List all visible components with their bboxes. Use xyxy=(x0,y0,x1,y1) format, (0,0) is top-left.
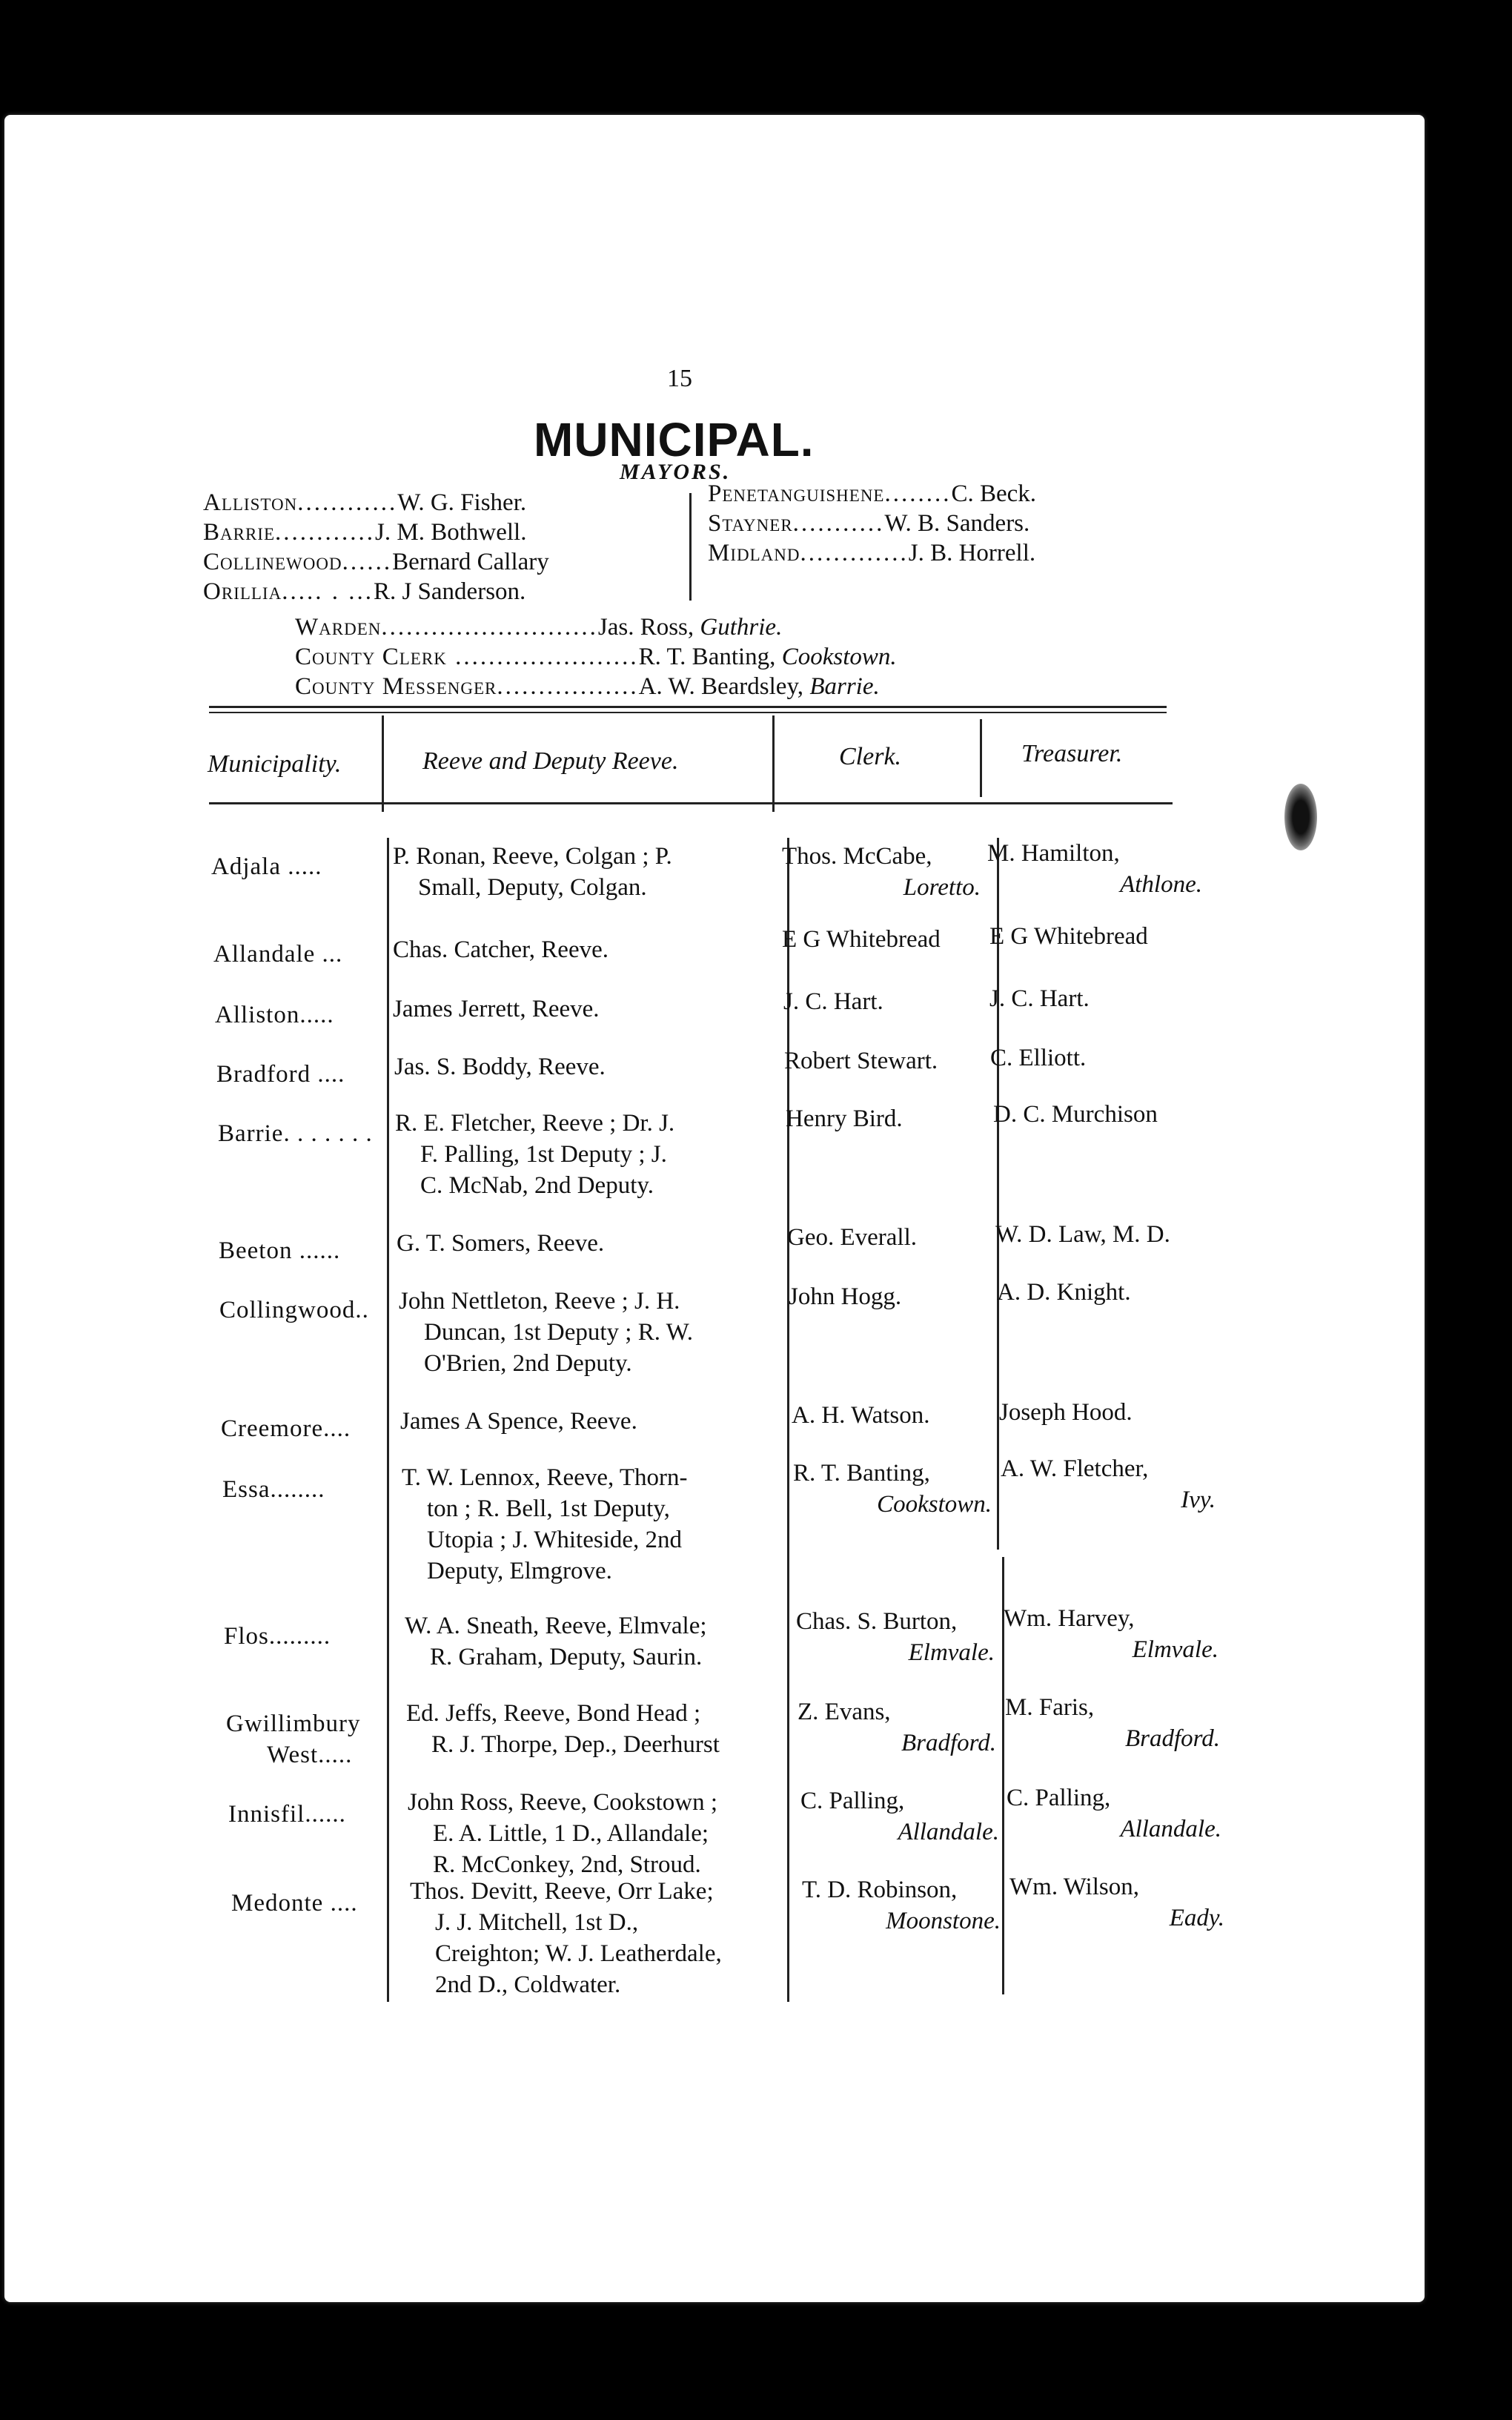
officer-place: Guthrie. xyxy=(700,614,783,641)
table-row-treasurer: Wm. Wilson, Eady. xyxy=(1009,1874,1224,1931)
table-row-reeve: Thos. Devitt, Reeve, Orr Lake; J. J. Mitchell, 1st D., Creighton; W. J. Leatherdale, 2nd D., Coldwater. xyxy=(410,1878,722,1998)
table-row-treasurer: C. Palling, Allandale. xyxy=(1007,1785,1221,1842)
officer-name: Jas. Ross, xyxy=(597,614,694,641)
table-row-reeve: P. Ronan, Reeve, Colgan ; P. Small, Deputy, Colgan. xyxy=(393,843,672,901)
table-row-municipality: Collingwood.. xyxy=(219,1297,369,1323)
table-row-clerk: R. T. Banting, Cookstown. xyxy=(793,1460,992,1518)
mayor-entry: Alliston ............ W. G. Fisher. xyxy=(203,489,527,516)
column-header-treasurer: Treasurer. xyxy=(1021,740,1123,767)
mayor-name: Bernard Callary xyxy=(392,549,549,575)
table-rule-header xyxy=(209,802,1173,804)
mayor-entry: Midland ............. J. B. Horrell. xyxy=(708,540,1036,566)
table-row-reeve: Chas. Catcher, Reeve. xyxy=(393,936,609,963)
officer-entry: County Clerk ......................R. T. Banting, Cookstown. xyxy=(295,644,897,670)
mayor-entry: Barrie ............ J. M. Bothwell. xyxy=(203,519,527,546)
mayor-name: W. G. Fisher. xyxy=(397,489,527,516)
table-row-treasurer: Wm. Harvey, Elmvale. xyxy=(1004,1605,1218,1663)
table-row-treasurer: Joseph Hood. xyxy=(999,1399,1133,1426)
table-row-clerk: A. H. Watson. xyxy=(792,1402,930,1429)
table-row-municipality: Innisfil...... xyxy=(228,1801,346,1828)
mayor-place: Collinewood xyxy=(203,549,342,575)
table-row-treasurer: A. D. Knight. xyxy=(997,1279,1131,1306)
table-row-municipality: Medonte .... xyxy=(231,1890,358,1917)
officer-entry: Warden..........................Jas. Ross, Guthrie. xyxy=(295,614,783,641)
table-row-reeve: W. A. Sneath, Reeve, Elmvale; R. Graham, Deputy, Saurin. xyxy=(405,1613,707,1670)
mayor-name: C. Beck. xyxy=(951,480,1037,507)
table-row-municipality: Flos......... xyxy=(224,1623,331,1650)
table-row-municipality: Beeton ...... xyxy=(219,1237,341,1264)
table-row-reeve: T. W. Lennox, Reeve, Thorn- ton ; R. Bell, 1st Deputy, Utopia ; J. Whiteside, 2nd Deputy, Elmgrove. xyxy=(402,1464,688,1584)
table-row-treasurer: C. Elliott. xyxy=(990,1045,1087,1071)
mayor-entry: Penetanguishene ........ C. Beck. xyxy=(708,480,1037,507)
column-divider xyxy=(387,838,389,2002)
table-row-clerk: Z. Evans, Bradford. xyxy=(798,1699,996,1756)
table-row-clerk: Chas. S. Burton, Elmvale. xyxy=(796,1608,995,1666)
mayor-place: Penetanguishene xyxy=(708,480,885,507)
officer-name: R. T. Banting, xyxy=(638,644,776,670)
officer-place: Barrie. xyxy=(809,673,880,700)
mayors-heading: MAYORS. xyxy=(620,460,732,484)
officer-place: Cookstown. xyxy=(781,644,897,670)
table-row-reeve: G. T. Somers, Reeve. xyxy=(397,1230,605,1257)
table-row-treasurer: M. Hamilton, Athlone. xyxy=(987,840,1202,898)
table-row-treasurer: W. D. Law, M. D. xyxy=(995,1221,1170,1248)
table-row-municipality: Alliston..... xyxy=(215,1002,334,1028)
table-row-municipality: Gwillimbury West..... xyxy=(226,1710,361,1768)
table-row-municipality: Creemore.... xyxy=(221,1415,351,1442)
table-row-reeve: James Jerrett, Reeve. xyxy=(393,996,600,1022)
column-header-clerk: Clerk. xyxy=(839,743,902,770)
officer-entry: County Messenger.................A. W. Beardsley, Barrie. xyxy=(295,673,880,700)
table-row-treasurer: M. Faris, Bradford. xyxy=(1005,1694,1220,1752)
table-row-clerk: Geo. Everall. xyxy=(787,1224,918,1251)
mayor-entry: Collinewood ...... Bernard Callary xyxy=(203,549,549,575)
table-row-reeve: R. E. Fletcher, Reeve ; Dr. J. F. Palling, 1st Deputy ; J. C. McNab, 2nd Deputy. xyxy=(395,1110,675,1199)
column-header-municipality: Municipality. xyxy=(208,750,342,778)
table-row-municipality: Allandale ... xyxy=(213,941,343,968)
officer-title: County Messenger xyxy=(295,673,497,700)
table-row-clerk: Robert Stewart. xyxy=(784,1048,938,1074)
table-rule-top-thin xyxy=(209,712,1167,713)
officer-title: Warden xyxy=(295,614,382,641)
mayor-place: Alliston xyxy=(203,489,298,516)
mayor-entry: Stayner ........... W. B. Sanders. xyxy=(708,510,1030,537)
table-row-treasurer: D. C. Murchison xyxy=(993,1101,1158,1128)
table-row-reeve: Ed. Jeffs, Reeve, Bond Head ; R. J. Thorpe, Dep., Deerhurst xyxy=(406,1700,720,1758)
column-divider xyxy=(980,719,982,797)
mayor-name: W. B. Sanders. xyxy=(884,510,1030,537)
ink-blot xyxy=(1284,784,1317,850)
mayor-name: R. J Sanderson. xyxy=(373,578,526,605)
table-row-treasurer: E G Whitebread xyxy=(989,923,1148,950)
mayor-place: Stayner xyxy=(708,510,793,537)
mayors-divider xyxy=(689,493,692,601)
table-row-clerk: E G Whitebread xyxy=(782,926,941,953)
column-header-reeve: Reeve and Deputy Reeve. xyxy=(422,747,679,775)
mayor-place: Orillia xyxy=(203,578,282,605)
page-number: 15 xyxy=(667,365,692,392)
table-row-clerk: T. D. Robinson, Moonstone. xyxy=(802,1877,1001,1934)
mayor-name: J. M. Bothwell. xyxy=(375,519,527,546)
page-title: MUNICIPAL. xyxy=(534,413,815,466)
table-row-reeve: John Ross, Reeve, Cookstown ; E. A. Little, 1 D., Allandale; R. McConkey, 2nd, Stroud. xyxy=(408,1789,718,1878)
mayor-place: Barrie xyxy=(203,519,276,546)
officer-name: A. W. Beardsley, xyxy=(638,673,804,700)
table-row-reeve: Jas. S. Boddy, Reeve. xyxy=(394,1054,606,1080)
table-rule-top xyxy=(209,706,1167,708)
table-row-clerk: C. Palling, Allandale. xyxy=(800,1788,999,1845)
column-divider xyxy=(382,715,384,812)
table-row-clerk: John Hogg. xyxy=(789,1283,902,1310)
column-divider xyxy=(772,715,775,812)
mayor-name: J. B. Horrell. xyxy=(908,540,1036,566)
table-row-treasurer: A. W. Fletcher, Ivy. xyxy=(1001,1455,1216,1513)
table-row-municipality: Barrie. . . . . . . xyxy=(218,1120,373,1147)
table-row-treasurer: J. C. Hart. xyxy=(989,985,1090,1012)
table-row-municipality: Adjala ..... xyxy=(211,853,322,880)
mayor-entry: Orillia ..... . ... R. J Sanderson. xyxy=(203,578,526,605)
table-row-municipality: Essa........ xyxy=(222,1476,325,1503)
table-row-reeve: James A Spence, Reeve. xyxy=(400,1408,637,1435)
mayor-place: Midland xyxy=(708,540,800,566)
table-row-clerk: Henry Bird. xyxy=(786,1105,903,1132)
table-row-reeve: John Nettleton, Reeve ; J. H. Duncan, 1st Deputy ; R. W. O'Brien, 2nd Deputy. xyxy=(399,1288,693,1377)
table-row-clerk: J. C. Hart. xyxy=(783,988,883,1015)
table-row-clerk: Thos. McCabe, Loretto. xyxy=(782,843,981,901)
officer-title: County Clerk xyxy=(295,644,447,670)
table-row-municipality: Bradford .... xyxy=(216,1061,345,1088)
